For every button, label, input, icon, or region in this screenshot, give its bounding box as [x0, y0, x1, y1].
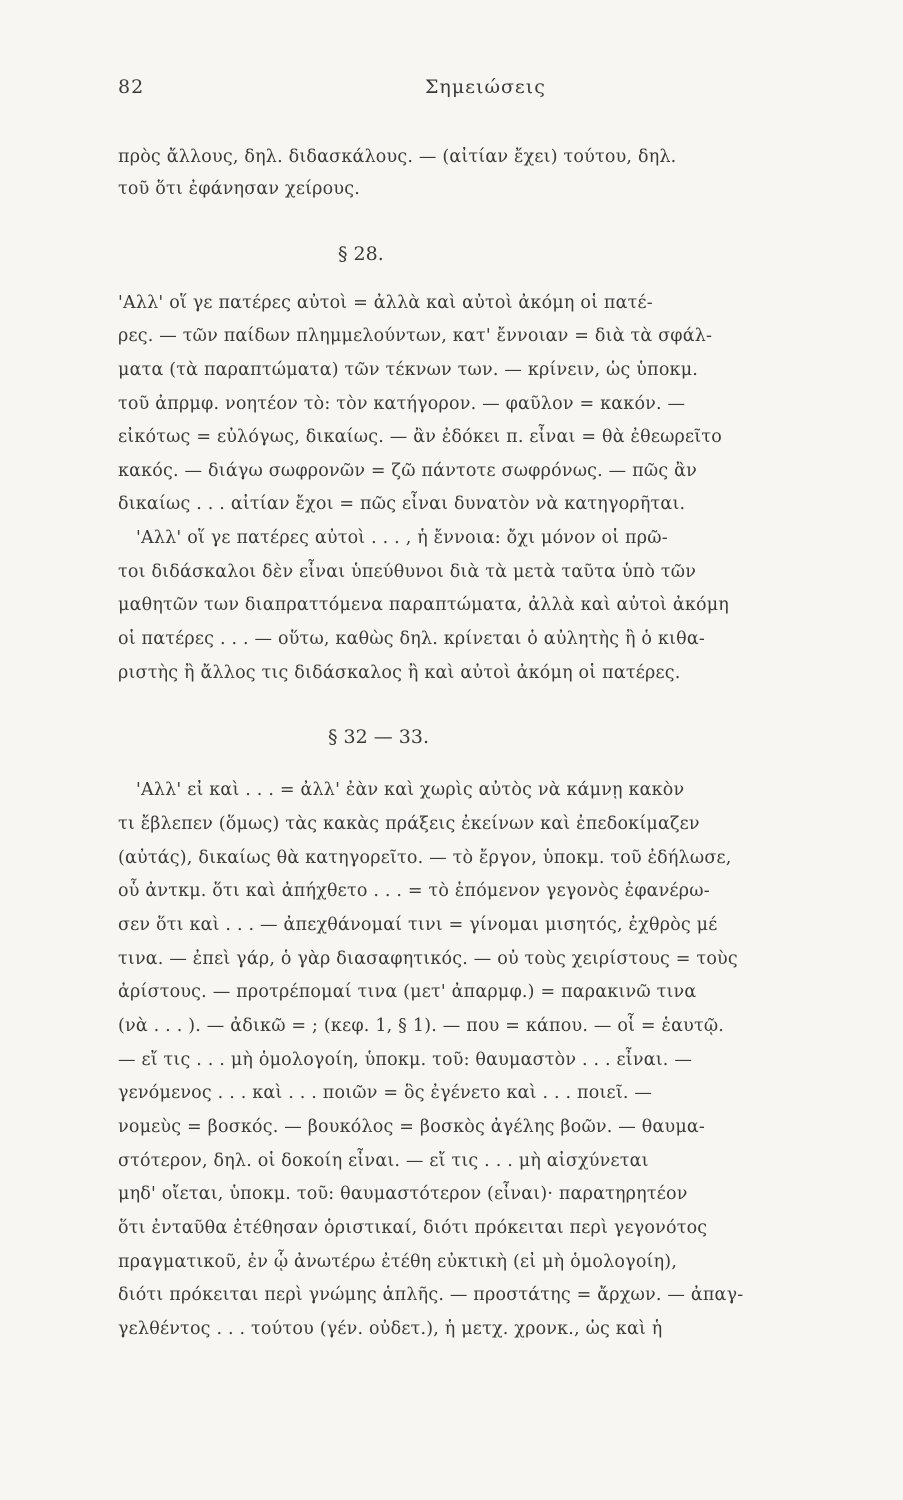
running-head: [118, 76, 788, 100]
text-line: γενόμενος . . . καὶ . . . ποιῶν = ὃς ἐγένετο καὶ . . . ποιεῖ. —: [118, 1083, 653, 1103]
text-line: ρες. — τῶν παίδων πλημμελούντων, κατ' ἔννοιαν = διὰ τὰ σφάλ-: [118, 326, 713, 346]
text-line: οὗ ἀντκμ. ὅτι καὶ ἀπήχθετο . . . = τὸ ἑπόμενον γεγονὸς ἐφανέρω-: [118, 881, 710, 901]
text-line: τοῦ ὅτι ἐφάνησαν χείρους.: [118, 179, 360, 199]
text-line: μαθητῶν των διαπραττόμενα παραπτώματα, ἀλλὰ καὶ αὐτοὶ ἀκόμη: [118, 595, 729, 615]
text-line: 'Αλλ' οἵ γε πατέρες αὐτοὶ . . . , ἡ ἔννοια: ὄχι μόνον οἱ πρῶ-: [136, 528, 668, 548]
text-line: νομεὺς = βοσκός. — βουκόλος = βοσκὸς ἀγέλης βοῶν. — θαυμα-: [118, 1117, 706, 1137]
text-line: τι ἔβλεπεν (ὅμως) τὰς κακὰς πράξεις ἐκείνων καὶ ἐπεδοκίμαζεν: [118, 814, 700, 834]
text-line: διότι πρόκειται περὶ γνώμης ἁπλῆς. — προστάτης = ἄρχων. — ἀπαγ-: [118, 1285, 744, 1305]
text-line: τοι διδάσκαλοι δὲν εἶναι ὑπεύθυνοι διὰ τὰ μετὰ ταῦτα ὑπὸ τῶν: [118, 562, 697, 582]
text-line: πρὸς ἄλλους, δηλ. διδασκάλους. — (αἰτίαν ἔχει) τούτου, δηλ.: [118, 147, 677, 167]
text-line: τινα. — ἐπεὶ γάρ, ὁ γὰρ διασαφητικός. — οὐ τοὺς χειρίστους = τοὺς: [118, 949, 738, 969]
text-line: πραγματικοῦ, ἐν ᾧ ἀνωτέρω ἐτέθη εὐκτικὴ (εἰ μὴ ὁμολογοίη),: [118, 1252, 678, 1272]
text-line: δικαίως . . . αἰτίαν ἔχοι = πῶς εἶναι δυνατὸν νὰ κατηγορῆται.: [118, 494, 686, 514]
running-title: Σημειώσεις: [425, 76, 546, 98]
text-line: σεν ὅτι καὶ . . . — ἀπεχθάνομαί τινι = γίνομαι μισητός, ἐχθρὸς μέ: [118, 915, 718, 935]
text-line: ὅτι ἐνταῦθα ἐτέθησαν ὁριστικαί, διότι πρόκειται περὶ γεγονότος: [118, 1218, 708, 1238]
text-line: μηδ' οἴεται, ὑποκμ. τοῦ: θαυμαστότερον (εἶναι)· παρατηρητέον: [118, 1184, 688, 1204]
text-line: κακός. — διάγω σωφρονῶν = ζῶ πάντοτε σωφρόνως. — πῶς ἂν: [118, 461, 697, 481]
text-line: 'Αλλ' οἵ γε πατέρες αὐτοὶ = ἀλλὰ καὶ αὐτοὶ ἀκόμη οἱ πατέ-: [118, 293, 653, 313]
text-line: ριστὴς ἢ ἄλλος τις διδάσκαλος ἢ καὶ αὐτοὶ ἀκόμη οἱ πατέρες.: [118, 663, 681, 683]
text-line: (νὰ . . . ). — ἀδικῶ = ; (κεφ. 1, § 1). — που = κάπου. — οἷ = ἑαυτῷ.: [118, 1016, 725, 1036]
text-line: ματα (τὰ παραπτώματα) τῶν τέκνων των. — κρίνειν, ὡς ὑποκμ.: [118, 360, 699, 380]
text-line: — εἴ τις . . . μὴ ὁμολογοίη, ὑποκμ. τοῦ: θαυμαστὸν . . . εἶναι. —: [118, 1050, 693, 1070]
text-line: εἰκότως = εὐλόγως, δικαίως. — ἂν ἐδόκει π. εἶναι = θὰ ἐθεωρεῖτο: [118, 427, 722, 447]
text-line: οἱ πατέρες . . . — οὕτω, καθὼς δηλ. κρίνεται ὁ αὐλητὴς ἢ ὁ κιθα-: [118, 629, 705, 649]
page-number: 82: [118, 76, 145, 98]
text-line: (αὐτάς), δικαίως θὰ κατηγορεῖτο. — τὸ ἔργον, ὑποκμ. τοῦ ἐδήλωσε,: [118, 848, 732, 868]
section-heading: § 32 — 33.: [328, 726, 430, 748]
section-heading: § 28.: [338, 243, 384, 265]
text-line: τοῦ ἀπρμφ. νοητέον τὸ: τὸν κατήγορον. — φαῦλον = κακόν. —: [118, 394, 686, 414]
text-line: γελθέντος . . . τούτου (γέν. οὐδετ.), ἡ μετχ. χρονκ., ὡς καὶ ἡ: [118, 1319, 663, 1339]
text-line: 'Αλλ' εἰ καὶ . . . = ἀλλ' ἐὰν καὶ χωρὶς αὐτὸς νὰ κάμνῃ κακὸν: [136, 780, 685, 800]
text-line: ἀρίστους. — προτρέπομαί τινα (μετ' ἀπαρμφ.) = παρακινῶ τινα: [118, 982, 697, 1002]
text-line: στότερον, δηλ. οἱ δοκοίη εἶναι. — εἴ τις . . . μὴ αἰσχύνεται: [118, 1151, 649, 1171]
